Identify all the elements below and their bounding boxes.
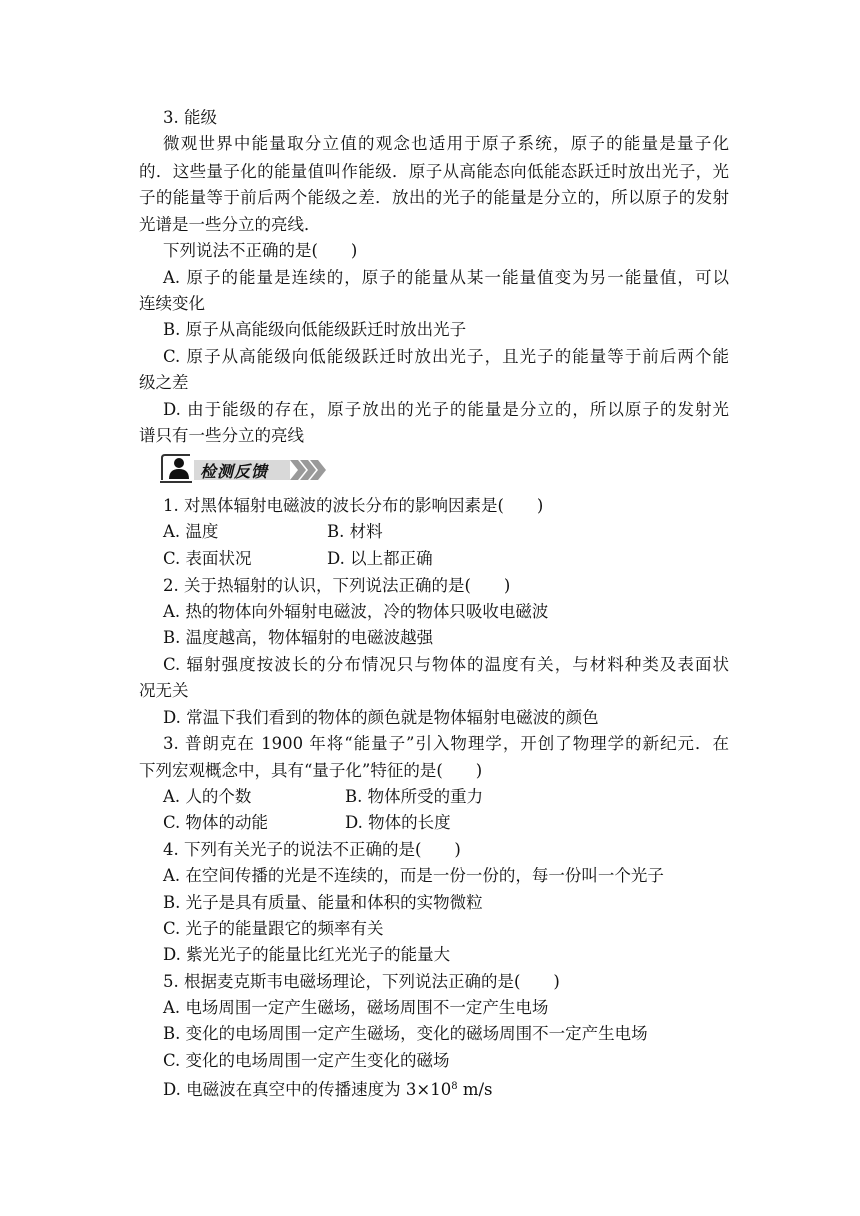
q5-option-c: C. 变化的电场周围一定产生变化的磁场 bbox=[163, 1051, 450, 1070]
paragraph-line: 光谱是一些分立的亮线． bbox=[139, 215, 321, 234]
paragraph-line: 的．这些量子化的能量值叫作能级．原子从高能态向低能态跃迁时放出光子，光 bbox=[139, 162, 729, 181]
q5-option-a: A. 电场周围一定产生磁场，磁场周围不一定产生电场 bbox=[163, 998, 549, 1017]
q1-stem: 1. 对黑体辐射电磁波的波长分布的影响因素是( ) bbox=[163, 496, 544, 515]
q2-option-c: C. 辐射强度按波长的分布情况只与物体的温度有关，与材料种类及表面状 bbox=[163, 655, 729, 674]
q5-option-b: B. 变化的电场周围一定产生磁场，变化的磁场周围不一定产生电场 bbox=[163, 1024, 648, 1043]
q3-stem: 3. 普朗克在 1900 年将“能量子”引入物理学，开创了物理学的新纪元．在 bbox=[163, 734, 729, 753]
question-stem: 下列说法不正确的是( ) bbox=[163, 241, 358, 260]
q1-option-b: B. 材料 bbox=[327, 522, 383, 541]
q5-option-d-text: D. 电磁波在真空中的传播速度为 3×10 bbox=[163, 1080, 452, 1099]
q4-option-c: C. 光子的能量跟它的频率有关 bbox=[163, 919, 384, 938]
q4-stem: 4. 下列有关光子的说法不正确的是( ) bbox=[163, 840, 461, 859]
q4-option-a: A. 在空间传播的光是不连续的，而是一份一份的，每一份叫一个光子 bbox=[163, 866, 664, 885]
option-d: D. 由于能级的存在，原子放出的光子的能量是分立的，所以原子的发射光 bbox=[163, 400, 729, 419]
q3-option-a: A. 人的个数 bbox=[163, 787, 252, 806]
chevron-arrows-icon bbox=[290, 460, 326, 480]
option-c: C. 原子从高能级向低能级跃迁时放出光子，且光子的能量等于前后两个能 bbox=[163, 347, 729, 366]
q5-stem: 5. 根据麦克斯韦电磁场理论，下列说法正确的是( ) bbox=[163, 972, 560, 991]
q1-option-d: D. 以上都正确 bbox=[327, 549, 433, 568]
q3-option-d: D. 物体的长度 bbox=[345, 813, 451, 832]
q3-stem-cont: 下列宏观概念中，具有“量子化”特征的是( ) bbox=[139, 761, 483, 780]
q3-options-row2 bbox=[163, 813, 763, 833]
section-heading: 3. 能级 bbox=[163, 108, 217, 127]
banner-title: 检测反馈 bbox=[200, 462, 269, 481]
person-icon bbox=[169, 458, 189, 479]
option-a: A. 原子的能量是连续的，原子的能量从某一能量值变为另一能量值，可以 bbox=[163, 268, 729, 287]
q2-stem: 2. 关于热辐射的认识，下列说法正确的是( ) bbox=[163, 576, 511, 595]
paragraph-line: 子的能量等于前后两个能级之差．放出的光子的能量是分立的，所以原子的发射 bbox=[139, 188, 729, 207]
option-d-cont: 谱只有一些分立的亮线 bbox=[139, 426, 304, 445]
unit: m/s bbox=[457, 1080, 493, 1099]
exponent: 8 bbox=[451, 1081, 458, 1092]
q1-options-row2 bbox=[163, 549, 763, 569]
q1-options-row1 bbox=[163, 522, 763, 542]
q2-option-c-cont: 况无关 bbox=[139, 681, 189, 700]
q2-option-a: A. 热的物体向外辐射电磁波，冷的物体只吸收电磁波 bbox=[163, 602, 549, 621]
q2-option-b: B. 温度越高，物体辐射的电磁波越强 bbox=[163, 628, 434, 647]
q4-option-d: D. 紫光光子的能量比红光光子的能量大 bbox=[163, 945, 451, 964]
option-b: B. 原子从高能级向低能级跃迁时放出光子 bbox=[163, 320, 467, 339]
q5-option-d bbox=[163, 1077, 763, 1100]
feedback-banner bbox=[158, 452, 328, 486]
q3-option-b: B. 物体所受的重力 bbox=[345, 787, 484, 806]
q1-option-a: A. 温度 bbox=[163, 522, 219, 541]
option-c-cont: 级之差 bbox=[139, 373, 189, 392]
option-a-cont: 连续变化 bbox=[139, 294, 205, 313]
q2-option-d: D. 常温下我们看到的物体的颜色就是物体辐射电磁波的颜色 bbox=[163, 708, 599, 727]
q3-options-row1 bbox=[163, 787, 763, 807]
q4-option-b: B. 光子是具有质量、能量和体积的实物微粒 bbox=[163, 893, 483, 912]
paragraph-line: 微观世界中能量取分立值的观念也适用于原子系统，原子的能量是量子化 bbox=[163, 134, 729, 153]
q1-option-c: C. 表面状况 bbox=[163, 549, 252, 568]
q3-option-c: C. 物体的动能 bbox=[163, 813, 269, 832]
